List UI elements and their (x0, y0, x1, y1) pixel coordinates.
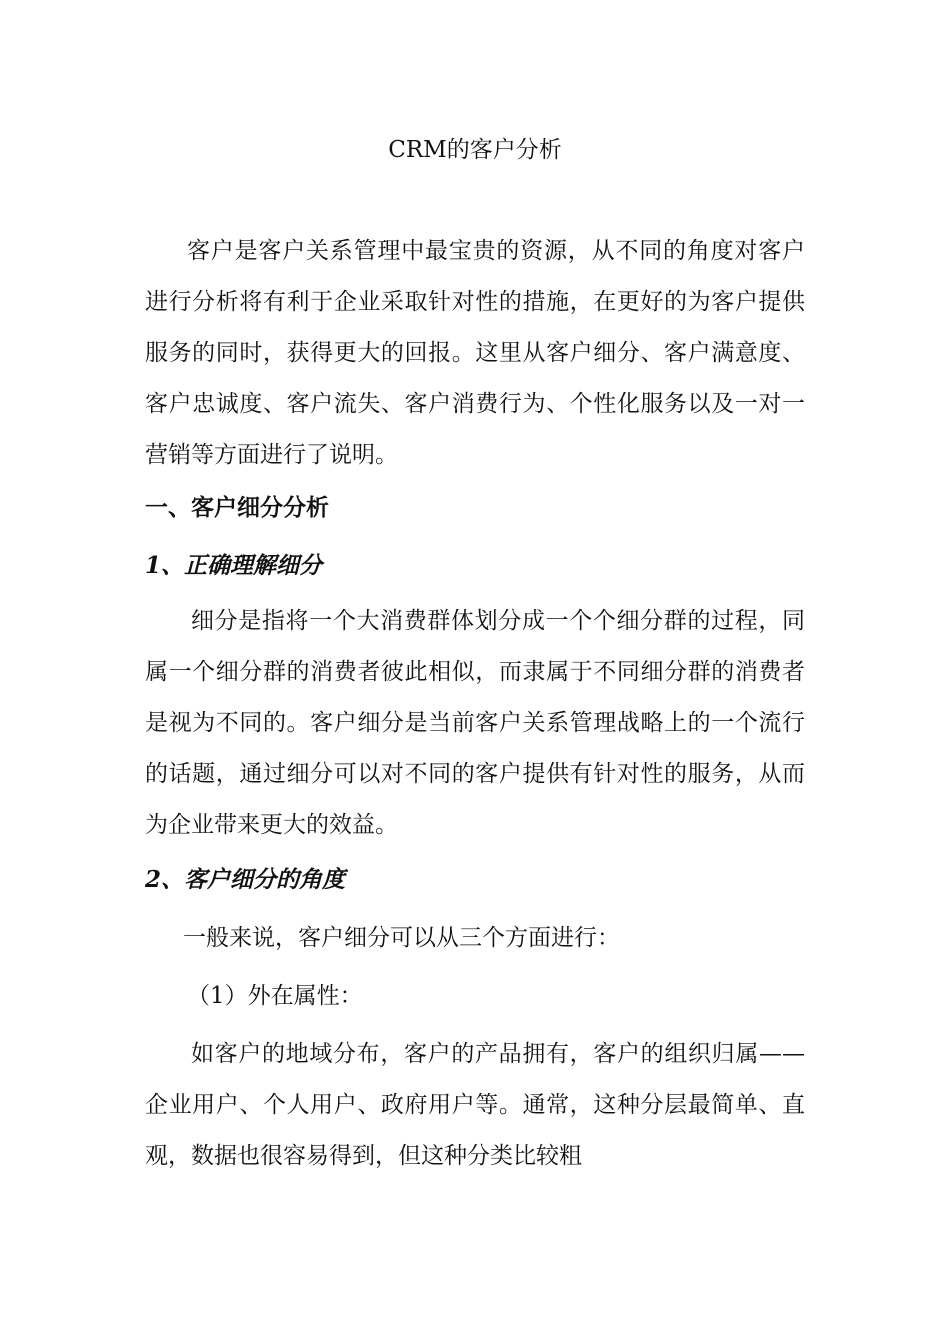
subsection-2-lead: 一般来说，客户细分可以从三个方面进行： (183, 925, 620, 951)
section-heading: 一、客户细分分析 (145, 494, 329, 521)
item-1-label: （1）外在属性： (187, 983, 363, 1009)
document-title: CRM的客户分析 (388, 137, 562, 163)
subsection-heading-1: 1、正确理解细分 (145, 552, 323, 579)
subsection-1-paragraph: 细分是指将一个大消费群体划分成一个个细分群的过程，同属一个细分群的消费者彼此相似，而隶属于不同细分群的消费者是视为不同的。客户细分是当前客户关系管理战略上的一个流行的话题，通过细分可以对不同的客户提供有针对性的服务，从而为企业带来更大的效益。 (145, 608, 805, 838)
item-1-paragraph: 如客户的地域分布，客户的产品拥有，客户的组织归属——企业用户、个人用户、政府用户等。通常，这种分层最简单、直观，数据也很容易得到，但这种分类比较粗 (145, 1041, 805, 1169)
intro-paragraph: 客户是客户关系管理中最宝贵的资源，从不同的角度对客户进行分析将有利于企业采取针对性的措施，在更好的为客户提供服务的同时，获得更大的回报。这里从客户细分、客户满意度、客户忠诚度、客户流失、客户消费行为、个性化服务以及一对一营销等方面进行了说明。 (145, 238, 805, 468)
subsection-heading-2: 2、客户细分的角度 (145, 866, 346, 893)
